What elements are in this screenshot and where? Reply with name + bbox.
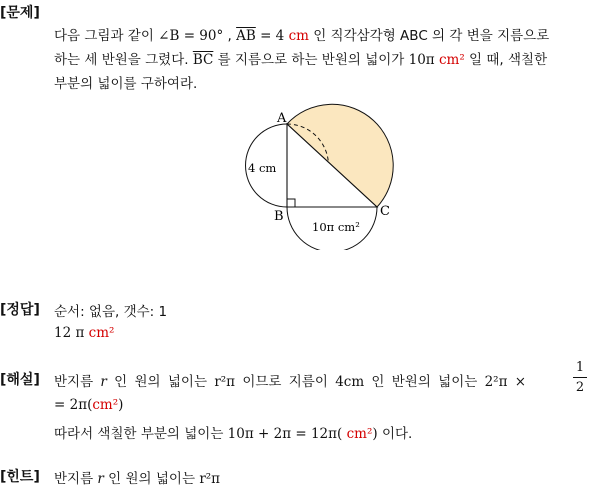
unit-cm2: cm² <box>438 52 465 68</box>
solution-text: 반지름 <box>54 374 101 390</box>
answer-line-1: 순서: 없음, 갯수: 1 <box>54 304 168 320</box>
hint-text: 반지름 <box>54 471 98 487</box>
problem-text: 인 직각삼각형 ABC 의 각 변을 지름으로 <box>308 28 550 44</box>
answer-value: 12 π <box>54 325 89 341</box>
problem-line-1 <box>54 24 549 44</box>
fraction-denominator: 2 <box>575 380 585 395</box>
segment-ab: $\overline{AB}$ <box>236 28 256 44</box>
problem-line-3: 부분의 넓이를 구하여라. <box>54 76 198 92</box>
answer-line-2 <box>54 325 114 341</box>
hint-tag: [힌트] <box>0 469 40 485</box>
solution-line-2 <box>54 397 123 413</box>
problem-text: 다음 그림과 같이 <box>54 28 159 44</box>
var-r: r <box>100 374 107 390</box>
problem-line-2 <box>54 48 547 68</box>
solution-text: 따라서 색칠한 부분의 넓이는 <box>54 426 228 442</box>
solution-line-1 <box>54 370 526 390</box>
solution-eq: = 2π( <box>54 397 93 413</box>
problem-text: 를 지름으로 하는 반원의 넓이가 <box>213 52 409 68</box>
hint-text: 인 원의 넓이는 <box>103 471 200 487</box>
answer-tag: [정답] <box>0 302 40 318</box>
diameter-4cm: 4cm <box>335 374 365 390</box>
solution-text: 인 반원의 넓이는 <box>364 374 485 390</box>
solution-text: 이다. <box>377 426 413 442</box>
var-r: r <box>97 471 104 487</box>
comma: , <box>223 28 237 44</box>
solution-close: ) <box>118 397 124 413</box>
solution-unit: cm² <box>92 397 119 413</box>
hint-line <box>54 467 220 487</box>
solution-text: 이므로 지름이 <box>235 374 336 390</box>
angle-expression: ∠B = 90° <box>158 28 224 44</box>
label-a: A <box>277 111 287 126</box>
solution-line-3 <box>54 422 412 442</box>
geometry-figure <box>230 100 410 250</box>
label-b: B <box>274 209 284 224</box>
solution-expression: 10π + 2π = 12π( <box>227 426 343 442</box>
unit-cm: cm <box>288 28 309 44</box>
answer-unit: cm² <box>88 325 115 341</box>
label-c: C <box>380 204 390 219</box>
label-ab-length: 4 cm <box>248 161 277 175</box>
solution-close: ) <box>372 426 378 442</box>
problem-text: 일 때, 색칠한 <box>464 52 548 68</box>
formula-r2pi: r²π <box>214 374 236 390</box>
equals-four: = 4 <box>255 28 289 44</box>
solution-unit: cm² <box>346 426 373 442</box>
formula-r2pi: r²π <box>199 471 221 487</box>
fraction-bar <box>573 377 587 378</box>
label-bc-area: 10π cm² <box>312 220 360 234</box>
expr-half-area: 2²π × <box>484 374 527 390</box>
area-value: 10π <box>408 52 435 68</box>
solution-text: 인 원의 넓이는 <box>106 374 215 390</box>
fraction-numerator: 1 <box>575 360 585 375</box>
solution-tag: [해설] <box>0 372 40 388</box>
segment-bc: $\overline{BC}$ <box>192 52 214 68</box>
problem-tag: [문제] <box>0 5 40 21</box>
problem-text: 하는 세 반원을 그렸다. <box>54 52 193 68</box>
